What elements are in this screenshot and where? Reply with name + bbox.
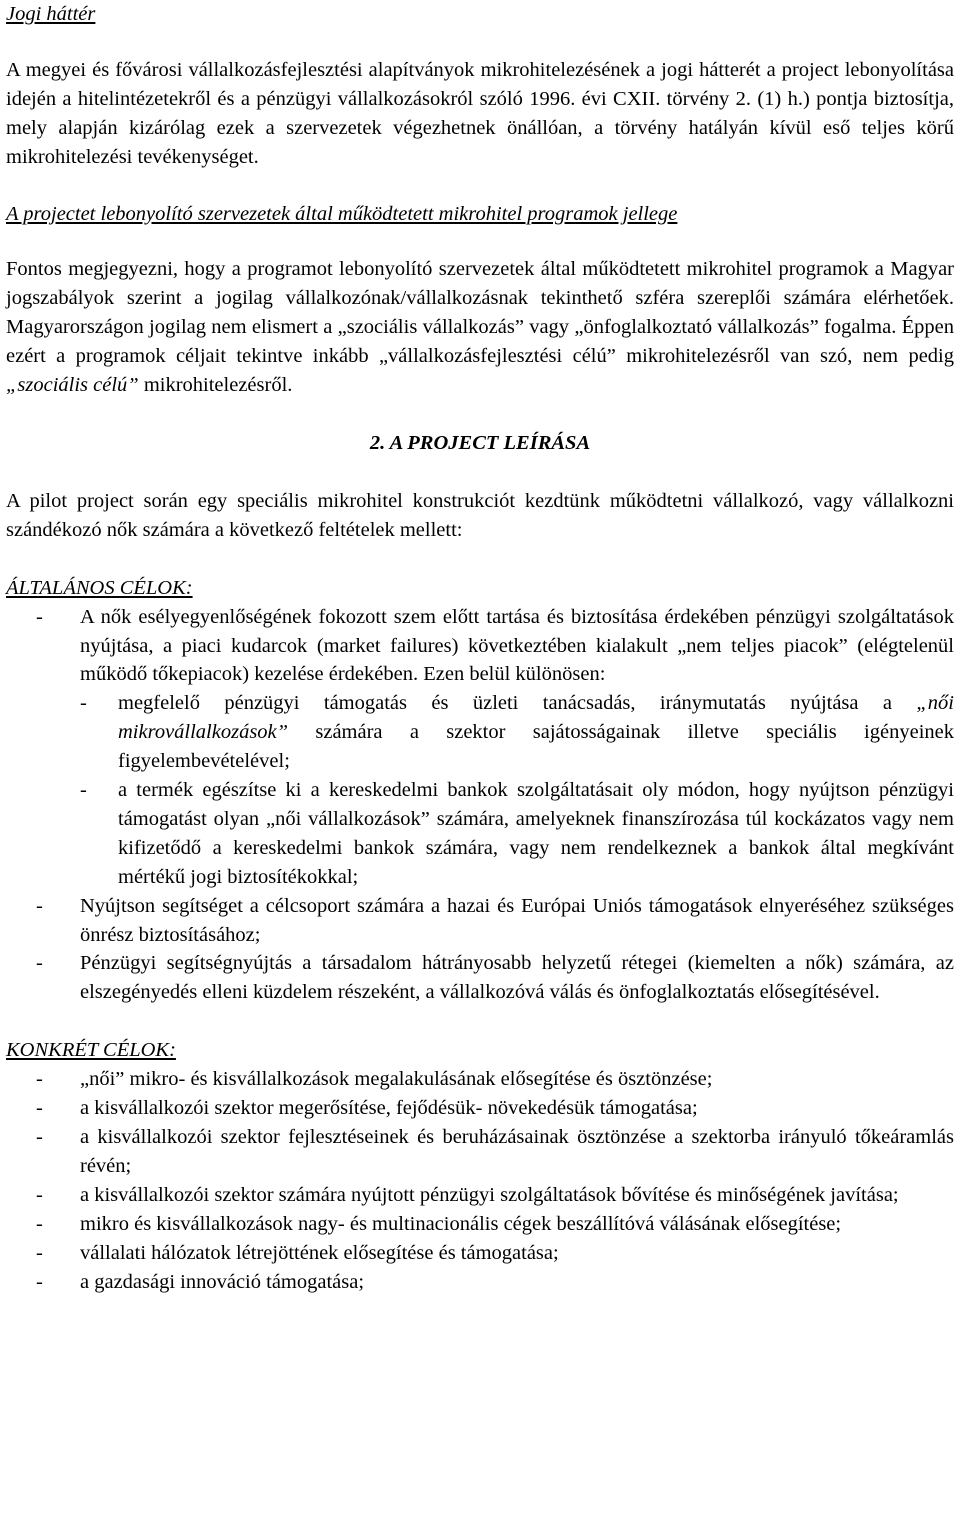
list-item xyxy=(6,603,954,892)
dash-bullet: - xyxy=(36,894,43,917)
dash-bullet: - xyxy=(36,952,43,975)
concrete-goals-list xyxy=(6,1065,954,1296)
list-item xyxy=(6,1239,954,1268)
list-item xyxy=(6,1065,954,1094)
sub-item-text: megfelelő pénzügyi támogatás és üzleti tanácsadás, iránymutatás nyújtása a xyxy=(118,692,917,715)
program-nature-paragraph xyxy=(6,255,954,400)
list-item xyxy=(6,892,954,950)
general-goals-list xyxy=(6,603,954,1008)
list-item-text: „női” mikro- és kisvállalkozások megalakulásának elősegítése és ösztönzése; xyxy=(80,1068,713,1091)
list-item-text: a kisvállalkozói szektor fejlesztéseinek és beruházásainak ösztönzése a szektorba irányuló tőkeáramlás révén; xyxy=(80,1126,954,1177)
list-item-text: vállalati hálózatok létrejöttének elősegítése és támogatása; xyxy=(80,1241,559,1264)
concrete-goals-heading: KONKRÉT CÉLOK: xyxy=(6,1039,176,1062)
list-item-text: a gazdasági innováció támogatása; xyxy=(80,1270,365,1293)
sub-list-item xyxy=(80,776,954,892)
dash-bullet: - xyxy=(80,692,87,715)
legal-background-paragraph: A megyei és fővárosi vállalkozásfejlesztési alapítványok mikrohitelezésének a jogi hátterét a project lebonyolítása idején a hitelintézetekről és a pénzügyi vállalkozásokról szóló 1996. évi CXII. törvény 2. (1) h.) pontja biztosítja, mely alapján kizárólag ezek a szervezetek végezhetnek önállóan, a törvény hatályán kívül eső teljes körű mikrohitelezési tevékenységet. xyxy=(6,58,954,168)
dash-bullet: - xyxy=(36,1241,43,1264)
program-nature-text: Fontos megjegyezni, hogy a programot lebonyolító szervezetek által működtetett mikrohitel programok a Magyar jogszabályok szerint a jogilag vállalkozónak/vállalkozásnak tekinthető szféra szereplői számára elérhetőek. Magyarországon jogilag nem elismert a „szociális vállalkozás” vagy „önfoglalkoztató vállalkozás” fogalma. Éppen ezért a programok céljait tekintve inkább „vállalkozásfejlesztési célú” mikrohitelezésről van szó, nem pedig xyxy=(6,258,954,368)
list-item-text: a kisvállalkozói szektor megerősítése, fejődésük- növekedésük támogatása; xyxy=(80,1097,698,1120)
general-goals-sublist xyxy=(80,689,954,891)
list-item-text: mikro és kisvállalkozások nagy- és multinacionális cégek beszállítóvá válásának elősegítése; xyxy=(80,1212,842,1235)
list-item xyxy=(6,1268,954,1297)
dash-bullet: - xyxy=(36,1270,43,1293)
program-nature-heading: A projectet lebonyolító szervezetek által működtetett mikrohitel programok jellege xyxy=(6,202,678,225)
sub-item-text-end: számára a szektor sajátosságainak illetve speciális igényeinek figyelembevételével; xyxy=(118,721,954,773)
list-item-text: A nők esélyegyenlőségének fokozott szem előtt tartása és biztosítása érdekében pénzügyi szolgáltatások nyújtása, a piaci kudarcok (market failures) következtében kialakult „nem teljes piacok” (elégtelenül működő tőkepiacok) kezelése érdekében. Ezen belül különösen: xyxy=(80,605,954,686)
list-item xyxy=(6,1181,954,1210)
list-item-text: Pénzügyi segítségnyújtás a társadalom hátrányosabb helyzetű rétegei (kiemelten a nők) számára, az elszegényedés elleni küzdelem részeként, a vállalkozóvá válás és önfoglalkoztatás elősegítésével. xyxy=(80,952,954,1004)
list-item-text: Nyújtson segítséget a célcsoport számára a hazai és Európai Uniós támogatások elnyeréséhez szükséges önrész biztosításához; xyxy=(80,894,954,946)
legal-background-heading: Jogi háttér xyxy=(6,3,96,25)
dash-bullet: - xyxy=(36,1068,43,1091)
list-item xyxy=(6,1210,954,1239)
list-item xyxy=(6,949,954,1007)
sub-item-italic: „női mikrovállalkozások” xyxy=(118,692,954,744)
list-item xyxy=(6,1123,954,1181)
sub-item-text: a termék egészítse ki a kereskedelmi bankok szolgáltatásait oly módon, hogy nyújtson pénzügyi támogatást olyan „női vállalkozások” számára, amelyeknek finanszírozása túl kockázatos vagy nem kifizetődő a kereskedelmi bankok számára, vagy nem rendelkeznek a bankok által megkívánt mértékű jogi biztosítékokkal; xyxy=(118,779,954,888)
list-item-text: a kisvállalkozói szektor számára nyújtott pénzügyi szolgáltatások bővítése és minőségének javítása; xyxy=(80,1183,899,1206)
program-nature-text-end: mikrohitelezésről. xyxy=(138,374,293,397)
section-2-title: 2. A PROJECT LEÍRÁSA xyxy=(369,431,591,454)
list-item xyxy=(6,1094,954,1123)
dash-bullet: - xyxy=(36,1126,43,1148)
sub-list-item xyxy=(80,689,954,776)
general-goals-heading: ÁLTALÁNOS CÉLOK: xyxy=(6,576,193,599)
dash-bullet: - xyxy=(36,1183,43,1206)
dash-bullet: - xyxy=(36,1212,43,1235)
program-nature-italic: „szociális célú” xyxy=(6,374,139,397)
dash-bullet: - xyxy=(80,779,87,802)
section-2-intro: A pilot project során egy speciális mikrohitel konstrukciót kezdtünk működtetni vállalkozó, vagy vállalkozni szándékozó nők számára a következő feltételek mellett: xyxy=(6,489,954,541)
dash-bullet: - xyxy=(36,605,43,628)
dash-bullet: - xyxy=(36,1097,43,1120)
